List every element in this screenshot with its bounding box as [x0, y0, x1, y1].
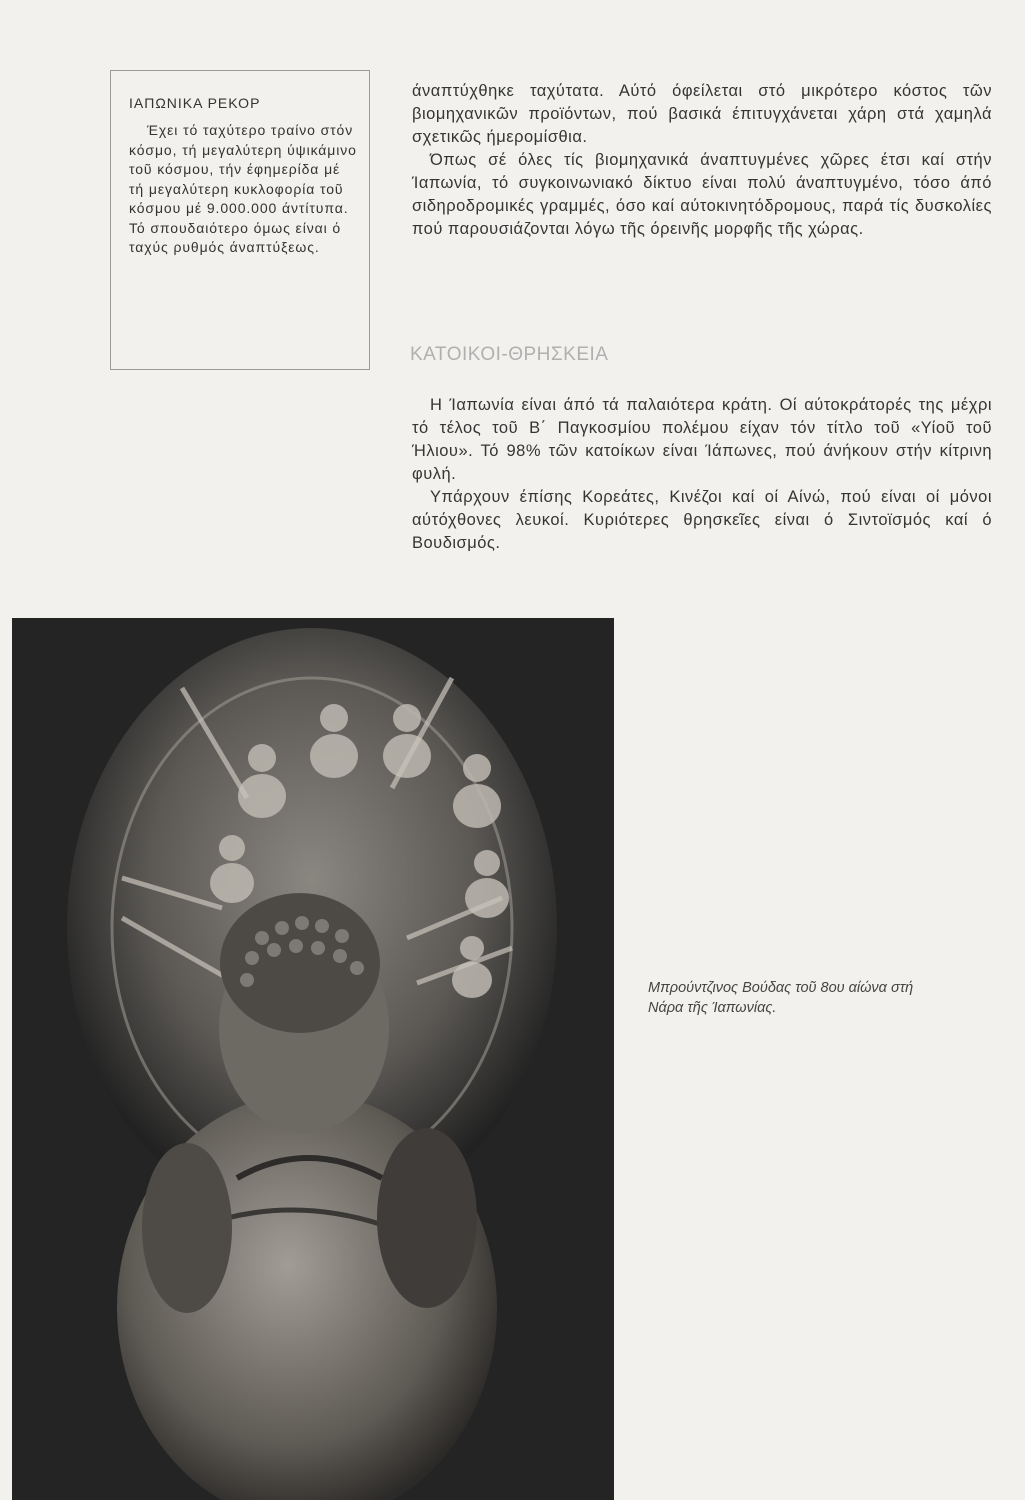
intro-text-column: [412, 80, 992, 241]
body-paragraph: άναπτύχθηκε ταχύτατα. Αύτό όφείλεται στό μικρότερο κόστος τῶν βιομηχανικῶν προϊόντων, πού βασικά έπιτυγχάνεται χάρη στά χαμηλά σχετικῶς ήμερομίσθια.: [412, 82, 992, 146]
sidebar-paragraph: Τό σπουδαιότερο όμως είναι ό ταχύς ρυθμός άναπτύξεως.: [129, 219, 342, 255]
buddha-statue-photo: [12, 618, 614, 1500]
body-paragraph: Η Ίαπωνία είναι άπό τά παλαιότερα κράτη. Οί αύτοκράτορές της μέχρι τό τέλος τοῦ Β΄ Παγκοσμίου πολέμου είχαν τόν τίτλο τοῦ «Υίοῦ τοῦ Ήλιου». Τό 98% τῶν κατοίκων είναι Ίάπωνες, πού άνήκουν στήν κίτρινη φυλή.: [412, 396, 992, 483]
body-paragraph: Όπως σέ όλες τίς βιομηχανικά άναπτυγμένες χῶρες έτσι καί στήν Ίαπωνία, τό συγκοινωνιακό δίκτυο είναι πολύ άναπτυγμένο, τόσο άπό σιδηροδρομικές γραμμές, όσο καί αύτοκινητόδρομους, παρά τίς δυσκολίες πού παρουσιάζονται λόγω τῆς όρεινῆς μορφῆς τῆς χώρας.: [412, 151, 992, 238]
records-sidebar-box: [110, 70, 370, 370]
photo-caption: Μπρούντζινος Βούδας τοῦ 8ου αίώνα στή Νάρα τῆς Ίαπωνίας.: [648, 980, 914, 1016]
sidebar-paragraph: Έχει τό ταχύτερο τραίνο στόν κόσμο, τή μεγαλύτερη ύψικάμινο τοῦ κόσμου, τήν έφημερίδα μέ τή μεγαλύτερη κυκλοφορία τοῦ κόσμου μέ 9.000.000 άντίτυπα.: [129, 122, 357, 216]
body-paragraph: Υπάρχουν έπίσης Κορεάτες, Κινέζοι καί οί Αίνώ, πού είναι οί μόνοι αύτόχθονες λευκοί. Κυριότερες θρησκεῖες είναι ό Σιντοϊσμός καί ό Βουδισμός.: [412, 488, 992, 552]
buddha-statue-illustration: [12, 618, 614, 1500]
section-text-column: [412, 394, 992, 555]
sidebar-title: ΙΑΠΩΝΙΚΑ ΡΕΚΟΡ: [129, 95, 261, 111]
section-heading: ΚΑΤΟΙΚΟΙ-ΘΡΗΣΚΕΙΑ: [410, 344, 609, 365]
